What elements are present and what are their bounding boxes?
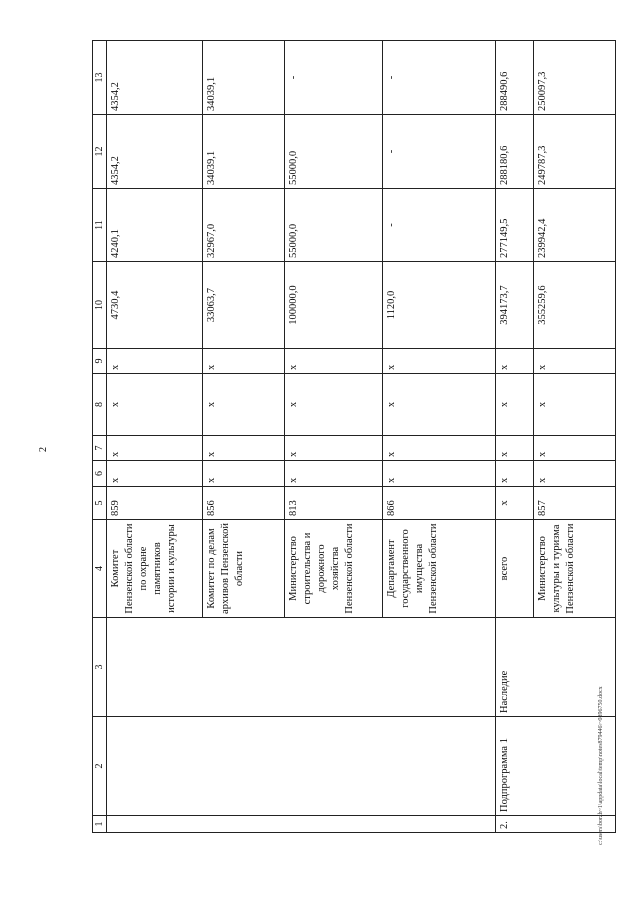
header-cell: 12 [93,115,107,189]
cell-col10: 100000,0 [285,262,383,349]
cell-col6: х [285,461,383,487]
cell-col7: х [107,436,203,461]
header-cell: 10 [93,262,107,349]
header-row [93,41,107,833]
cell-title: Наследие [496,618,616,717]
cell-col7: х [496,436,534,461]
cell-col8: х [203,374,285,436]
cell-col11: 277149,5 [496,189,534,262]
cell-col8: х [534,374,616,436]
cell-col11: 239942,4 [534,189,616,262]
table-row [107,41,203,833]
header-cell: 3 [93,618,107,717]
cell-col10: 1120,0 [383,262,496,349]
cell-col12: 288180,6 [496,115,534,189]
header-cell: 5 [93,487,107,520]
table-row [496,41,534,833]
cell-col8: х [285,374,383,436]
cell-col9: х [496,349,534,374]
header-cell: 1 [93,816,107,833]
cell-col13: 288490,6 [496,41,534,115]
cell-col6: х [496,461,534,487]
cell-col6: х [203,461,285,487]
header-cell: 6 [93,461,107,487]
cell-col11: 32967,0 [203,189,285,262]
cell-col7: х [383,436,496,461]
cell-col8: х [383,374,496,436]
cell-col12: 249787,3 [534,115,616,189]
cell-col13: 4354,2 [107,41,203,115]
cell-code: 866 [383,487,496,520]
cell-col11: - [383,189,496,262]
header-cell: 2 [93,717,107,816]
cell-col12: - [383,115,496,189]
header-cell: 4 [93,520,107,618]
header-cell: 9 [93,349,107,374]
cell-col9: х [203,349,285,374]
cell-col13: 250097,3 [534,41,616,115]
cell-col9: х [285,349,383,374]
cell-title [107,618,496,717]
cell-col10: 4730,4 [107,262,203,349]
cell-col12: 4354,2 [107,115,203,189]
cell-col10: 355259,6 [534,262,616,349]
cell-executor: Департамент государственного имущества Пензенской области [383,520,496,618]
header-cell: 13 [93,41,107,115]
cell-col10: 394173,7 [496,262,534,349]
cell-program [107,717,496,816]
cell-col11: 55000,0 [285,189,383,262]
cell-col6: х [107,461,203,487]
cell-number [107,816,496,833]
budget-table [92,40,616,833]
cell-col6: х [383,461,496,487]
cell-executor: Министерство строительства и дорожного хозяйства Пензенской области [285,520,383,618]
cell-col7: х [285,436,383,461]
cell-col9: х [534,349,616,374]
cell-col13: - [285,41,383,115]
cell-col8: х [496,374,534,436]
header-cell: 8 [93,374,107,436]
cell-code: 856 [203,487,285,520]
cell-col8: х [107,374,203,436]
cell-code: 813 [285,487,383,520]
cell-code: 857 [534,487,616,520]
header-cell: 11 [93,189,107,262]
cell-col11: 4240,1 [107,189,203,262]
cell-code: х [496,487,534,520]
cell-number: 2. [496,816,616,833]
cell-program: Подпрограмма 1 [496,717,616,816]
budget-table-container [92,41,616,833]
cell-col13: - [383,41,496,115]
page-number: 2 [38,447,49,452]
cell-col9: х [383,349,496,374]
cell-executor: Министерство культуры и туризма Пензенской области [534,520,616,618]
cell-col12: 55000,0 [285,115,383,189]
cell-col6: х [534,461,616,487]
cell-col7: х [203,436,285,461]
cell-executor: Комитет по делам архивов Пензенской области [203,520,285,618]
cell-col10: 33063,7 [203,262,285,349]
cell-executor: Комитет Пензенской области по охране памятников истории и культуры [107,520,203,618]
cell-col12: 34039,1 [203,115,285,189]
cell-executor: всего [496,520,534,618]
cell-code: 859 [107,487,203,520]
cell-col9: х [107,349,203,374]
footer-file-path: c:\users\borzh~1\appdata\local\temp\notes879446\~0896750.docx [598,686,604,845]
cell-col13: 34039,1 [203,41,285,115]
cell-col7: х [534,436,616,461]
header-cell: 7 [93,436,107,461]
